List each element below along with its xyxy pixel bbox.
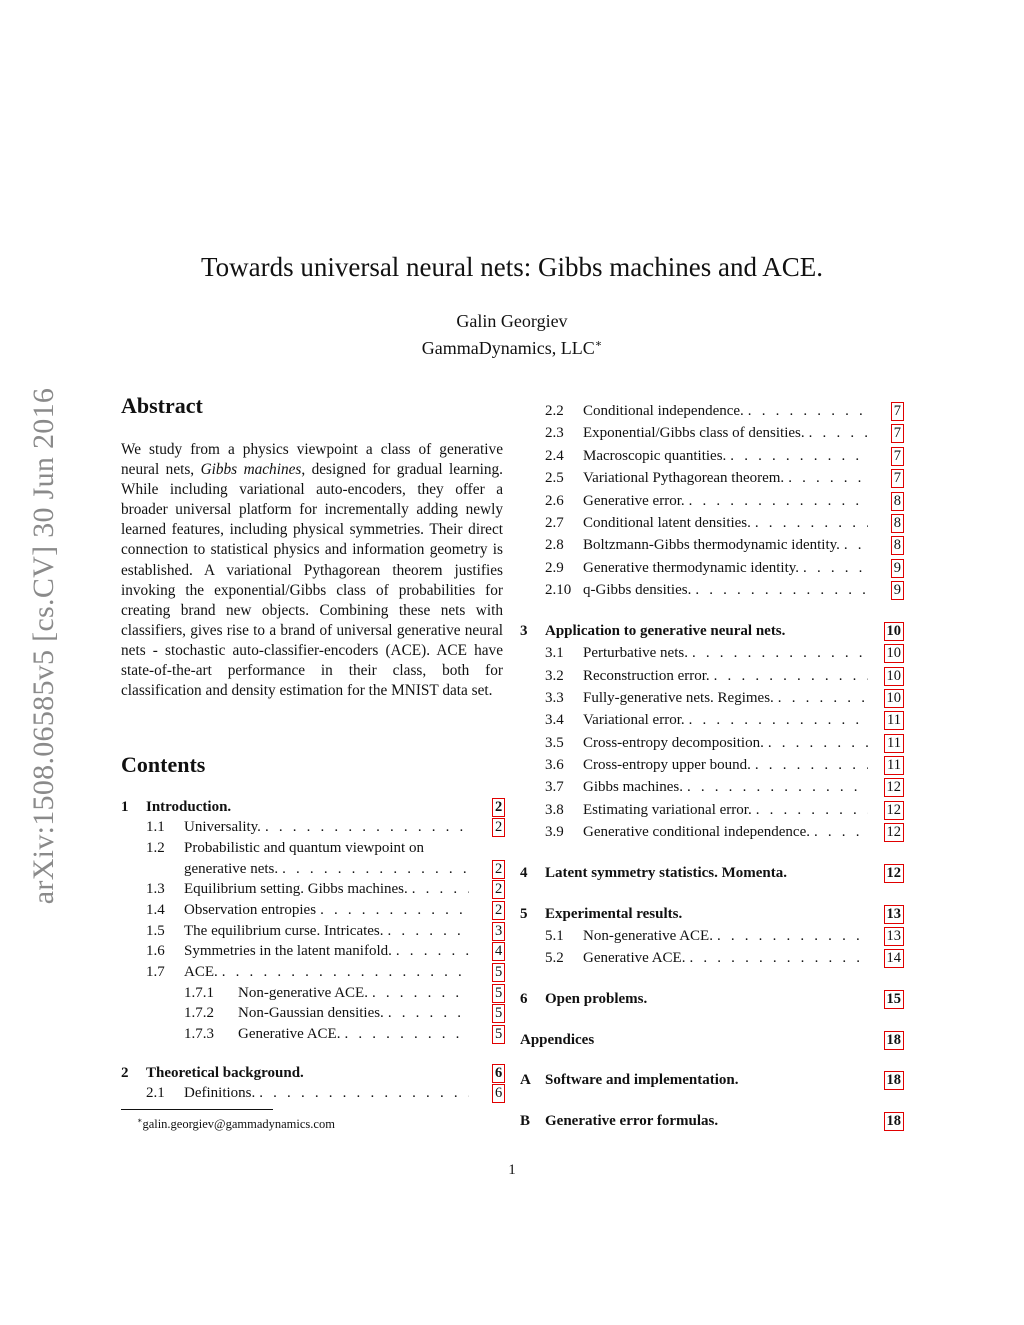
toc-entry-number: B <box>520 1113 531 1129</box>
toc-entry-number: 3.8 <box>545 802 564 818</box>
toc-leader-dots <box>726 446 868 466</box>
toc-entry[interactable] <box>0 904 1024 924</box>
toc-entry[interactable] <box>0 777 1024 797</box>
toc-page-link[interactable]: 8 <box>891 514 904 533</box>
toc-leader-dots <box>840 535 868 555</box>
toc-leader-dots <box>685 948 868 968</box>
toc-entry[interactable] <box>0 1070 1024 1090</box>
toc-page-link[interactable]: 7 <box>891 469 904 488</box>
toc-entry-title-text: Experimental results. <box>545 906 683 922</box>
toc-entry[interactable] <box>0 710 1024 730</box>
toc-entry-title-text: Estimating variational error. <box>583 802 752 818</box>
page-number: 1 <box>508 1162 516 1178</box>
toc-entry-number: 2 <box>121 1065 129 1081</box>
author-name: Galin Georgiev <box>456 311 568 331</box>
toc-entry-title-text: Software and implementation. <box>545 1072 739 1088</box>
toc-entry-title-text: Variational Pythagorean theorem. <box>583 470 785 486</box>
toc-entry-title-text: Boltzmann-Gibbs thermodynamic identity. <box>583 537 840 553</box>
toc-entry[interactable] <box>0 558 1024 578</box>
toc-entry-title <box>583 948 868 968</box>
toc-entry[interactable] <box>0 800 1024 820</box>
toc-entry-number: 2.8 <box>545 537 564 553</box>
toc-entry[interactable] <box>0 446 1024 466</box>
toc-entry-title-text: Conditional latent densities. <box>583 515 751 531</box>
footnote-mark: ∗ <box>137 1116 143 1125</box>
toc-page-link[interactable]: 12 <box>884 823 905 842</box>
toc-page-link[interactable]: 6 <box>492 1064 505 1083</box>
toc-entry-title-text: Generative error. <box>583 493 685 509</box>
toc-entry-number: A <box>520 1072 531 1088</box>
toc-page-link[interactable]: 6 <box>492 1084 505 1103</box>
toc-leader-dots <box>784 468 868 488</box>
toc-leader-dots <box>799 558 868 578</box>
toc-entry-title-text: Exponential/Gibbs class of densities. <box>583 425 805 441</box>
toc-entry-title <box>545 904 868 924</box>
toc-entry-title-text: Perturbative nets. <box>583 645 688 661</box>
toc-leader-dots <box>752 800 868 820</box>
toc-page-link[interactable]: 9 <box>891 559 904 578</box>
toc-entry-title-text: Fully-generative nets. Regimes. <box>583 690 774 706</box>
toc-entry-number: 3.1 <box>545 645 564 661</box>
toc-leader-dots <box>764 733 868 753</box>
toc-entry-number: 1.6 <box>146 943 165 959</box>
toc-entry-title <box>583 733 868 753</box>
toc-entry-number: 2.5 <box>545 470 564 486</box>
toc-page-link[interactable]: 9 <box>891 581 904 600</box>
toc-leader-dots <box>810 822 868 842</box>
toc-entry-title-text: Macroscopic quantities. <box>583 448 727 464</box>
toc-page-link[interactable]: 5 <box>492 1004 505 1023</box>
toc-entry[interactable] <box>0 948 1024 968</box>
toc-leader-dots <box>691 580 868 600</box>
toc-page-link[interactable]: 7 <box>891 447 904 466</box>
toc-entry-number: 4 <box>520 865 528 881</box>
toc-page-link[interactable]: 14 <box>884 949 905 968</box>
toc-entry[interactable] <box>0 643 1024 663</box>
paper-title: Towards universal neural nets: Gibbs machines and ACE. <box>201 252 823 282</box>
toc-page-link[interactable]: 18 <box>884 1112 905 1131</box>
toc-entry-title <box>583 580 868 600</box>
toc-entry-title <box>583 513 868 533</box>
toc-entry[interactable] <box>0 401 1024 421</box>
toc-entry-title <box>583 401 868 421</box>
toc-page-link[interactable]: 2 <box>492 818 505 837</box>
toc-leader-dots <box>805 423 868 443</box>
toc-entry-number: 2.2 <box>545 403 564 419</box>
toc-page-link[interactable]: 5 <box>492 1025 505 1044</box>
toc-entry-title-text: Generative conditional independence. <box>583 824 810 840</box>
toc-page-link[interactable]: 13 <box>884 927 905 946</box>
toc-page-link[interactable]: 18 <box>884 1031 905 1050</box>
toc-leader-dots <box>774 688 868 708</box>
toc-entry-title-text: Reconstruction error. <box>583 668 710 684</box>
toc-entry[interactable] <box>0 989 1024 1009</box>
toc-entry-title <box>520 1030 868 1050</box>
toc-entry-title-text: Cross-entropy decomposition. <box>583 735 764 751</box>
toc-page-link[interactable]: 7 <box>891 424 904 443</box>
toc-entry-title <box>583 800 868 820</box>
footnote-rule <box>121 1109 273 1110</box>
toc-entry-number: 3.4 <box>545 712 564 728</box>
toc-leader-dots <box>751 513 868 533</box>
toc-page-link[interactable]: 2 <box>492 880 505 899</box>
toc-page-link[interactable]: 2 <box>492 798 505 817</box>
toc-leader-dots <box>688 643 868 663</box>
toc-entry-title-line2: generative nets. <box>184 861 279 877</box>
toc-page-link[interactable]: 10 <box>884 667 905 686</box>
toc-entry-title-text: Generative error formulas. <box>545 1113 719 1129</box>
toc-entry-number: 2.6 <box>545 493 564 509</box>
toc-entry-number: 3 <box>520 623 528 639</box>
toc-entry-number: 3.3 <box>545 690 564 706</box>
toc-entry[interactable] <box>0 621 1024 641</box>
abstract-heading: Abstract <box>121 393 203 418</box>
toc-entry-title <box>583 822 868 842</box>
toc-entry-number: 2.9 <box>545 560 564 576</box>
toc-page-link[interactable]: 2 <box>492 901 505 920</box>
toc-entry[interactable] <box>0 822 1024 842</box>
toc-entry-title-text: Observation entropies <box>184 902 317 918</box>
toc-entry-number: 6 <box>520 991 528 1007</box>
toc-entry-title-text: q-Gibbs densities. <box>583 582 692 598</box>
toc-page-link[interactable]: 12 <box>884 801 905 820</box>
toc-entry-number: 2.10 <box>545 582 572 598</box>
toc-entry-title <box>583 755 868 775</box>
toc-entry-number: 1.7 <box>146 964 165 980</box>
toc-entry-title <box>583 666 868 686</box>
toc-entry[interactable] <box>0 755 1024 775</box>
toc-entry-title <box>545 989 868 1009</box>
toc-entry[interactable] <box>0 688 1024 708</box>
toc-entry-title-text: Non-Gaussian densities. <box>238 1005 384 1021</box>
toc-page-link[interactable]: 11 <box>884 734 904 753</box>
toc-entry-title <box>545 863 868 883</box>
toc-entry-number: 2.7 <box>545 515 564 531</box>
toc-page-link[interactable]: 12 <box>884 864 905 883</box>
abstract-text-2: , designed for gradual learning. While including variational auto-encoders, they offer a broader universal platform for incrementally adding newly learned features, including physical symmetries. Their direct connection to statistical physics and information geometry is established. A variational Pythagorean theorem justifies invoking the exponential/Gibbs class of probabilities for creating brand new objects. Combining these nets with classifiers, gives rise to a brand of universal generative neural nets - stochastic auto-classifier-encoders (ACE). ACE have state-of-the-art performance in their class, both for classification and density estimation for the MNIST data set. <box>121 461 503 700</box>
toc-entry-title-text: Open problems. <box>545 991 648 1007</box>
toc-entry-title <box>583 491 868 511</box>
toc-entry-number: 1.2 <box>146 840 165 856</box>
toc-entry-number: 1.1 <box>146 819 165 835</box>
toc-page-link[interactable]: 11 <box>884 756 904 775</box>
toc-entry-title-text: Appendices <box>520 1032 595 1048</box>
author-affiliation <box>0 333 1024 360</box>
toc-leader-dots <box>685 491 868 511</box>
footnote-email[interactable]: galin.georgiev@gammadynamics.com <box>142 1117 335 1132</box>
toc-entry-title <box>583 446 868 466</box>
toc-entry[interactable] <box>0 580 1024 600</box>
toc-entry-title-text: Theoretical background. <box>146 1065 304 1081</box>
toc-page-link[interactable]: 4 <box>492 942 505 961</box>
toc-page-link[interactable]: 10 <box>884 622 905 641</box>
toc-page-link[interactable]: 5 <box>492 984 505 1003</box>
toc-leader-dots <box>683 777 868 797</box>
toc-leader-dots <box>710 666 868 686</box>
toc-page-link[interactable]: 18 <box>884 1071 905 1090</box>
toc-entry[interactable] <box>0 863 1024 883</box>
toc-entry-title-text: Generative ACE. <box>238 1026 341 1042</box>
toc-entry[interactable] <box>0 423 1024 443</box>
toc-entry[interactable] <box>0 468 1024 488</box>
toc-page-link[interactable]: 13 <box>884 905 905 924</box>
toc-entry-title <box>545 1111 868 1131</box>
toc-entry-title-text: Latent symmetry statistics. Momenta. <box>545 865 788 881</box>
toc-entry-title-text: Introduction. <box>146 799 232 815</box>
toc-leader-dots <box>685 710 868 730</box>
toc-entry-title <box>583 643 868 663</box>
abstract-emphasis: Gibbs machines <box>200 461 302 479</box>
footnote-marker[interactable]: ∗ <box>594 338 603 350</box>
toc-entry-number: 1.5 <box>146 923 165 939</box>
toc-entry-title-text: Equilibrium setting. Gibbs machines. <box>184 881 408 897</box>
toc-entry-number: 2.4 <box>545 448 564 464</box>
toc-entry[interactable] <box>0 535 1024 555</box>
toc-page-link[interactable]: 15 <box>884 990 905 1009</box>
toc-entry-number: 5 <box>520 906 528 922</box>
toc-page-link[interactable]: 8 <box>891 492 904 511</box>
toc-page-link[interactable]: 8 <box>891 536 904 555</box>
toc-entry-title <box>583 688 868 708</box>
toc-entry-number: 1 <box>121 799 129 815</box>
toc-entry[interactable] <box>0 733 1024 753</box>
toc-entry-title-text: The equilibrium curse. Intricates. <box>184 923 384 939</box>
toc-page-link[interactable]: 3 <box>492 922 505 941</box>
footnote <box>137 1113 335 1132</box>
toc-entry-title <box>545 621 868 641</box>
toc-page-link[interactable]: 10 <box>884 644 905 663</box>
toc-entry-number: 3.7 <box>545 779 564 795</box>
toc-leader-dots <box>713 926 868 946</box>
toc-entry-title-text: Generative ACE. <box>583 950 686 966</box>
toc-entry-number: 2.3 <box>545 425 564 441</box>
toc-entry-title <box>583 535 868 555</box>
toc-entry-number: 3.5 <box>545 735 564 751</box>
toc-leader-dots <box>744 401 868 421</box>
toc-entry-number: 2.1 <box>146 1085 165 1101</box>
toc-entry-title-text: Conditional independence. <box>583 403 744 419</box>
toc-entry-title-text: ACE. <box>184 964 218 980</box>
toc-entry-title <box>583 777 868 797</box>
toc-page-link[interactable]: 5 <box>492 963 505 982</box>
toc-page-link[interactable]: 2 <box>492 860 505 879</box>
toc-entry-number: 1.7.1 <box>184 985 214 1001</box>
toc-entry-number: 5.2 <box>545 950 564 966</box>
toc-leader-dots <box>751 755 868 775</box>
toc-entry-title <box>583 423 868 443</box>
toc-page-link[interactable]: 7 <box>891 402 904 421</box>
toc-entry-title <box>583 558 868 578</box>
toc-entry-title-text: Generative thermodynamic identity. <box>583 560 800 576</box>
toc-entry-title <box>583 468 868 488</box>
affiliation-text: GammaDynamics, LLC <box>421 338 595 358</box>
toc-entry-number: 1.7.2 <box>184 1005 214 1021</box>
toc-entry-title-text: Gibbs machines. <box>583 779 683 795</box>
toc-entry[interactable] <box>0 666 1024 686</box>
toc-entry-title-text: Universality. <box>184 819 261 835</box>
arxiv-identifier-stamp: arXiv:1508.06585v5 [cs.CV] 30 Jun 2016 <box>27 387 60 905</box>
toc-entry-title <box>583 710 868 730</box>
toc-page-link[interactable]: 11 <box>884 711 904 730</box>
toc-entry-number: 3.9 <box>545 824 564 840</box>
toc-entry-title <box>583 926 868 946</box>
toc-entry-title-text: Symmetries in the latent manifold. <box>184 943 392 959</box>
toc-entry-title <box>545 1070 868 1090</box>
toc-entry-title-text: Cross-entropy upper bound. <box>583 757 751 773</box>
toc-entry-number: 1.7.3 <box>184 1026 214 1042</box>
toc-entry-number: 3.2 <box>545 668 564 684</box>
toc-entry[interactable] <box>0 926 1024 946</box>
toc-entry[interactable] <box>0 1030 1024 1050</box>
toc-page-link[interactable]: 12 <box>884 778 905 797</box>
contents-heading: Contents <box>121 752 206 777</box>
toc-entry[interactable] <box>0 491 1024 511</box>
toc-entry-number: 1.4 <box>146 902 165 918</box>
toc-entry-title-text: Variational error. <box>583 712 685 728</box>
toc-entry-title-line1: Probabilistic and quantum viewpoint on <box>184 840 424 856</box>
toc-entry-title-text: Non-generative ACE. <box>583 928 713 944</box>
toc-entry-title-text: Application to generative neural nets. <box>545 623 786 639</box>
toc-entry-title-text: Definitions. <box>184 1085 256 1101</box>
toc-entry-number: 5.1 <box>545 928 564 944</box>
toc-page-link[interactable]: 10 <box>884 689 905 708</box>
toc-entry-number: 3.6 <box>545 757 564 773</box>
abstract-text-1: We study from a physics viewpoint a class of generative neural nets, <box>121 441 503 479</box>
toc-entry-number: 1.3 <box>146 881 165 897</box>
toc-entry-title-text: Non-generative ACE. <box>238 985 368 1001</box>
toc-entry[interactable] <box>0 513 1024 533</box>
